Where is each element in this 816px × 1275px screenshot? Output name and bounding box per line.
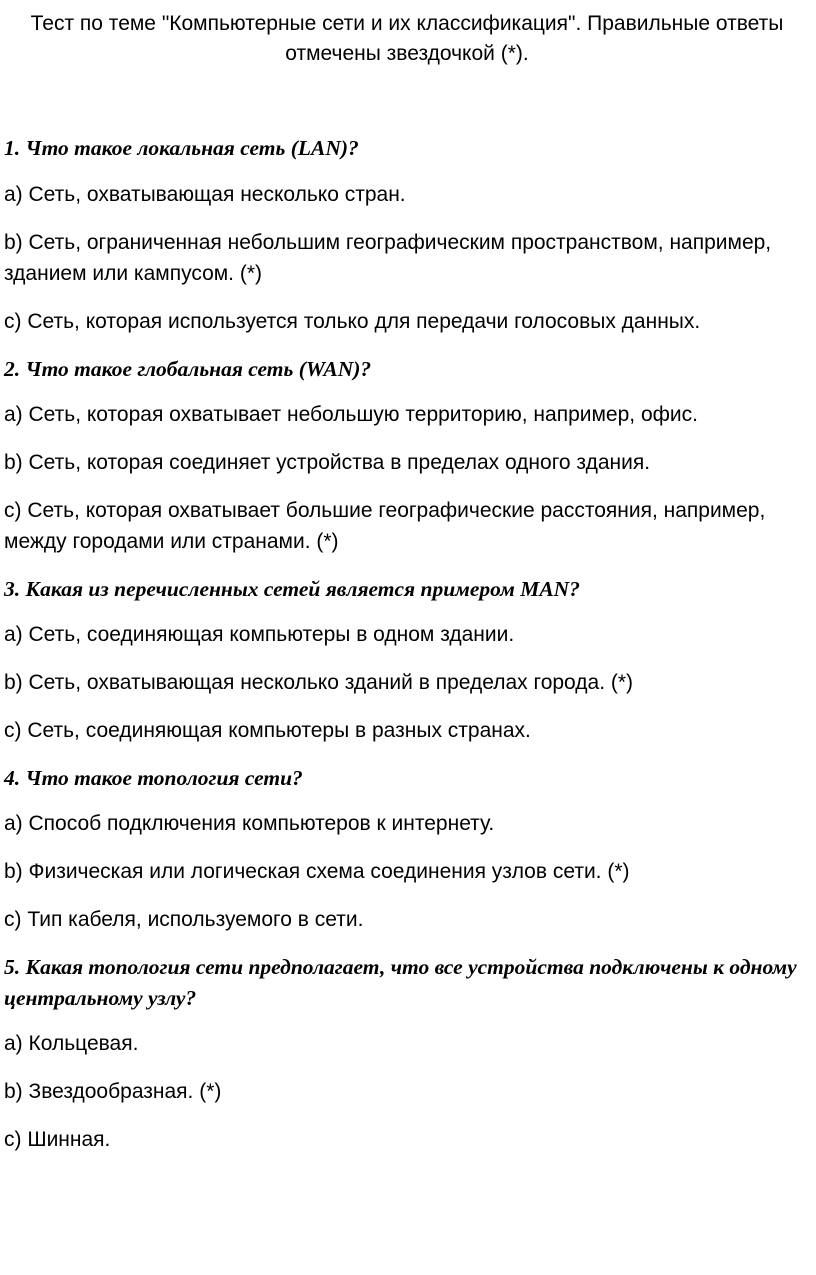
question-text: 1. Что такое локальная сеть (LAN)? xyxy=(4,136,359,160)
question-1 xyxy=(4,133,810,337)
answer-option-a: a) Кольцевая. xyxy=(4,1032,139,1055)
answer-option-c: c) Тип кабеля, используемого в сети. xyxy=(4,908,364,931)
answer-option-c: c) Сеть, которая охватывает большие географические расстояния, например, между городами или странами. (*) xyxy=(4,499,766,553)
title-line-2: отмечены звездочкой (*). xyxy=(285,42,529,65)
answer-option-a: a) Сеть, охватывающая несколько стран. xyxy=(4,183,406,206)
title-line-1: Тест по теме "Компьютерные сети и их классификация". Правильные ответы xyxy=(30,12,784,35)
answer-option-b: b) Сеть, охватывающая несколько зданий в пределах города. (*) xyxy=(4,671,634,694)
answer-option-c: c) Сеть, которая используется только для передачи голосовых данных. xyxy=(4,310,701,333)
question-2 xyxy=(4,354,810,557)
answer-option-a: a) Сеть, соединяющая компьютеры в одном здании. xyxy=(4,623,515,646)
answer-option-b: b) Сеть, которая соединяет устройства в пределах одного здания. xyxy=(4,451,651,474)
question-list xyxy=(4,133,810,1155)
question-text: 2. Что такое глобальная сеть (WAN)? xyxy=(4,357,372,381)
answer-option-b: b) Физическая или логическая схема соединения узлов сети. (*) xyxy=(4,860,630,883)
answer-option-a: a) Сеть, которая охватывает небольшую территорию, например, офис. xyxy=(4,403,698,426)
answer-option-b: b) Сеть, ограниченная небольшим географическим пространством, например, зданием или кампусом. (*) xyxy=(4,231,772,285)
question-text: 3. Какая из перечисленных сетей является примером MAN? xyxy=(4,577,580,601)
document-title xyxy=(4,9,810,69)
answer-option-b: b) Звездообразная. (*) xyxy=(4,1080,222,1103)
answer-option-c: c) Шинная. xyxy=(4,1128,111,1151)
question-text: 5. Какая топология сети предполагает, что все устройства подключены к одному центральному узлу? xyxy=(4,955,797,1010)
question-4 xyxy=(4,763,810,935)
question-text: 4. Что такое топология сети? xyxy=(4,766,303,790)
answer-option-c: c) Сеть, соединяющая компьютеры в разных странах. xyxy=(4,719,531,742)
question-3 xyxy=(4,574,810,746)
answer-option-a: a) Способ подключения компьютеров к интернету. xyxy=(4,812,495,835)
question-5 xyxy=(4,952,810,1155)
